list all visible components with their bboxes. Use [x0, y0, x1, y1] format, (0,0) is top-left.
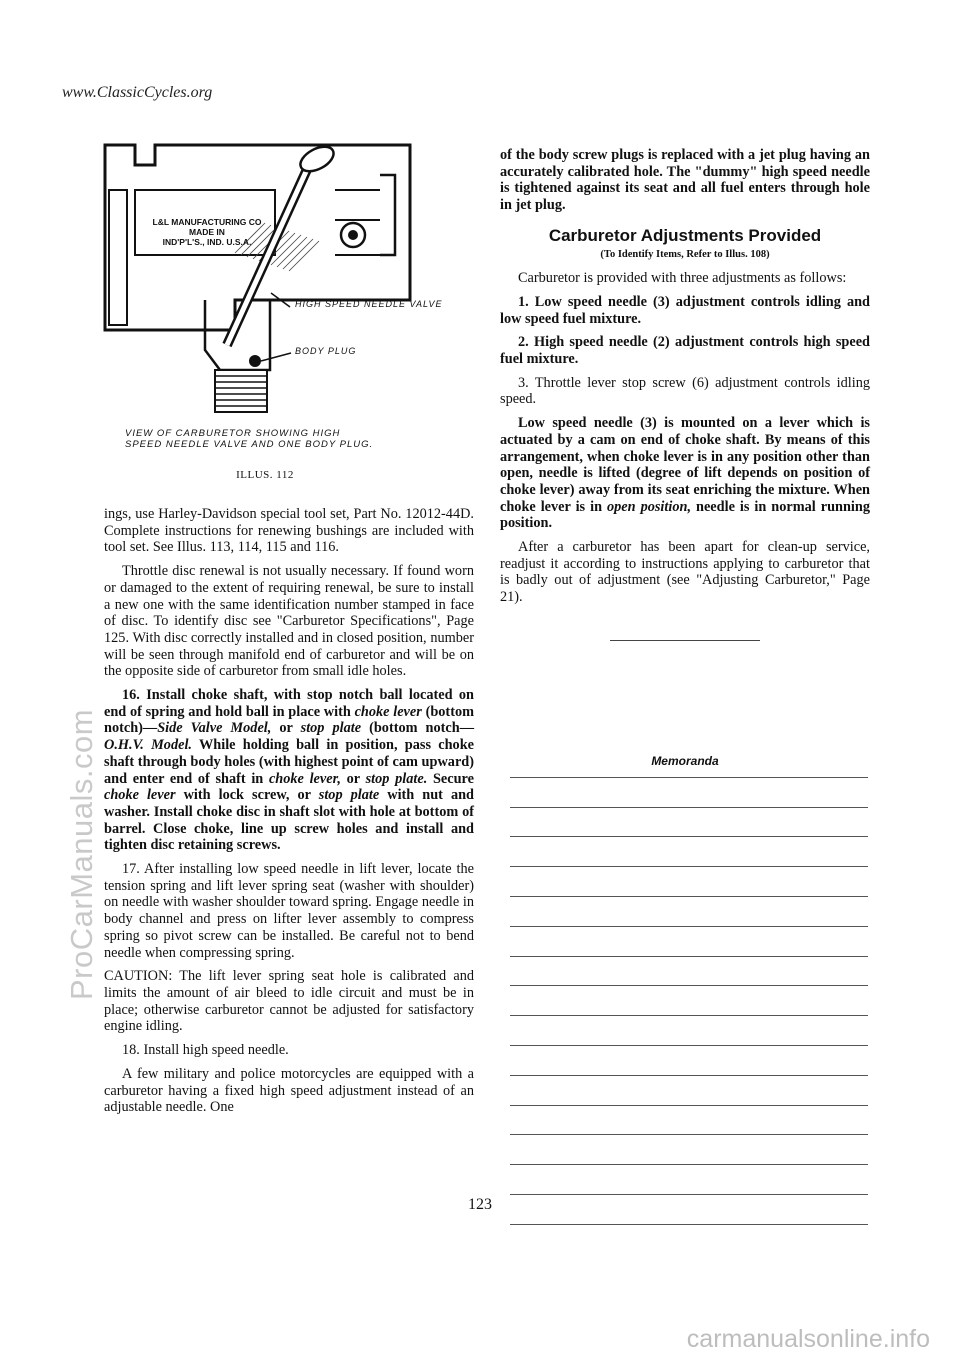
left-paragraph-6: 18. Install high speed needle. — [122, 1042, 289, 1059]
left-paragraph-7: A few military and police motorcycles are equipped with a carburetor having a fixed high speed adjustment instead of an adjustable needle. One — [104, 1065, 474, 1116]
p3-text-f: or — [340, 770, 366, 787]
high-speed-needle-label: HIGH SPEED NEEDLE VALVE — [295, 299, 443, 309]
footer-watermark: carmanualsonline.info — [686, 1325, 930, 1353]
nameplate-line-1: L&L MANUFACTURING CO — [152, 217, 262, 227]
p3-text-c: or — [271, 720, 301, 737]
p3-stop-plate-2: stop plate. — [365, 770, 428, 787]
p3-stop-plate-3: stop plate — [318, 787, 380, 804]
memo-line — [510, 1076, 868, 1106]
left-column — [104, 506, 474, 1123]
nameplate-line-2: MADE IN — [189, 227, 225, 237]
memo-line — [510, 778, 868, 808]
left-paragraph-caution: CAUTION: The lift lever spring seat hole is calibrated and limits the amount of air bleed to idle circuit and must be in place; otherwise carburetor cannot be adjusted for satisfactory engine idling. — [104, 968, 474, 1035]
left-paragraph-1: ings, use Harley-Davidson special tool set, Part No. 12012-44D. Complete instructions for renewing bushings are included with tool set. See Illus. 113, 114, 115 and 116. — [104, 506, 474, 556]
illus-number: ILLUS. 112 — [236, 469, 294, 481]
memo-line — [510, 1046, 868, 1076]
p3-choke-lever-3: choke lever — [104, 787, 176, 804]
p3-ohv: O.H.V. Model. — [104, 737, 192, 754]
memo-line — [510, 1106, 868, 1136]
nameplate-line-3: IND'P'L'S., IND. U.S.A. — [162, 237, 252, 247]
memo-line — [510, 1165, 868, 1195]
p3-text-d: (bottom notch— — [361, 720, 475, 737]
right-paragraph-2: Carburetor is provided with three adjustments as follows: — [518, 270, 847, 287]
memo-line — [510, 867, 868, 897]
p3-text-e: While holding ball in position, pass choke shaft through body holes (with highest point of cam upward) and enter end of shaft in — [104, 737, 474, 787]
memo-line — [510, 808, 868, 838]
left-paragraph-4: 17. After installing low speed needle in lift lever, locate the tension spring and lift lever spring seat (washer with shoulder) on needle with washer shoulder toward spring. Engage needle in body channel and press on lifter lever assembly to compress spring so pivot screw can be installed. Be careful not to bend needle when compressing spring. — [104, 861, 474, 961]
p3-text-b: (bottom notch)— — [104, 703, 475, 737]
left-paragraph-3 — [104, 687, 474, 854]
p3-text-i: with nut and washer. Install choke disc in shaft slot with hole at bottom of barrel. Close choke, line up screw holes and install and tighten disc retaining screws. — [104, 787, 475, 854]
nameplate — [142, 217, 272, 247]
memo-line — [510, 1195, 868, 1225]
right-paragraph-4: 2. High speed needle (2) adjustment controls high speed fuel mixture. — [500, 334, 870, 368]
memo-line — [510, 1135, 868, 1165]
memo-line — [510, 748, 868, 778]
right-paragraph-5: 3. Throttle lever stop screw (6) adjustment controls idling speed. — [500, 374, 870, 408]
p3-text-a: 16. Install choke shaft, with stop notch ball located on end of spring and hold ball in place with — [104, 687, 474, 720]
carburetor-illustration — [95, 135, 443, 465]
section-divider — [610, 640, 760, 641]
figure-caption — [125, 428, 373, 450]
memoranda-title: Memoranda — [651, 753, 719, 768]
adjustments-subheading: (To Identify Items, Refer to Illus. 108) — [600, 248, 770, 260]
side-watermark: ProCarManuals.com — [64, 708, 99, 1000]
p3-choke-lever: choke lever — [354, 703, 422, 720]
p6-text-b: needle is in normal running position. — [500, 498, 871, 532]
header-url: www.ClassicCycles.org — [62, 84, 213, 101]
adjustments-heading: Carburetor Adjustments Provided — [548, 225, 822, 245]
memo-line — [510, 986, 868, 1016]
memo-line — [510, 897, 868, 927]
right-paragraph-7: After a carburetor has been apart for clean-up service, readjust it according to instructions applying to carburetor that is badly out of adjustment (see "Adjusting Carburetor," Page 21). — [500, 539, 870, 606]
p3-choke-lever-2: choke lever, — [268, 770, 341, 787]
p6-text-a: Low speed needle (3) is mounted on a lever which is actuated by a cam on end of choke shaft. By means of this arrangement, when choke lever is in any position other than open, needle is lifted (degree of lift depends on position of choke lever) away from its seat enriching the mixture. When choke lever is in — [500, 415, 870, 515]
p6-open-position: open position, — [607, 498, 692, 515]
p3-text-g: Secure — [427, 770, 474, 787]
right-paragraph-6 — [500, 415, 870, 532]
page-number: 123 — [468, 1196, 492, 1213]
body-plug-label: BODY PLUG — [295, 346, 357, 356]
left-paragraph-2: Throttle disc renewal is not usually necessary. If found worn or damaged to the extent of requiring renewal, be sure to install a new one with the same identification number stamped in face of disc. To identify disc see "Carburetor Specifications", Page 125. With disc correctly installed and in closed position, number will be seen through manifold end of carburetor and will be on the opposite side of carburetor from small idle holes. — [104, 563, 474, 680]
right-column — [500, 147, 870, 770]
memo-line — [510, 1016, 868, 1046]
figure-caption-line-1: VIEW OF CARBURETOR SHOWING HIGH — [125, 428, 341, 439]
p3-side-valve: Side Valve Model, — [157, 720, 272, 737]
memoranda-lines — [510, 748, 868, 1225]
memo-line — [510, 927, 868, 957]
figure-caption-line-2: SPEED NEEDLE VALVE AND ONE BODY PLUG. — [125, 439, 374, 450]
memo-line — [510, 837, 868, 867]
memo-line — [510, 957, 868, 987]
right-paragraph-3: 1. Low speed needle (3) adjustment controls idling and low speed fuel mixture. — [500, 293, 870, 327]
right-paragraph-1: of the body screw plugs is replaced with a jet plug having an accurately calibrated hole. The "dummy" high speed needle is tightened against its seat and all fuel enters through hole in jet plug. — [500, 147, 870, 214]
p3-text-h: with lock screw, or — [175, 787, 319, 804]
p3-stop-plate: stop plate — [300, 720, 362, 737]
